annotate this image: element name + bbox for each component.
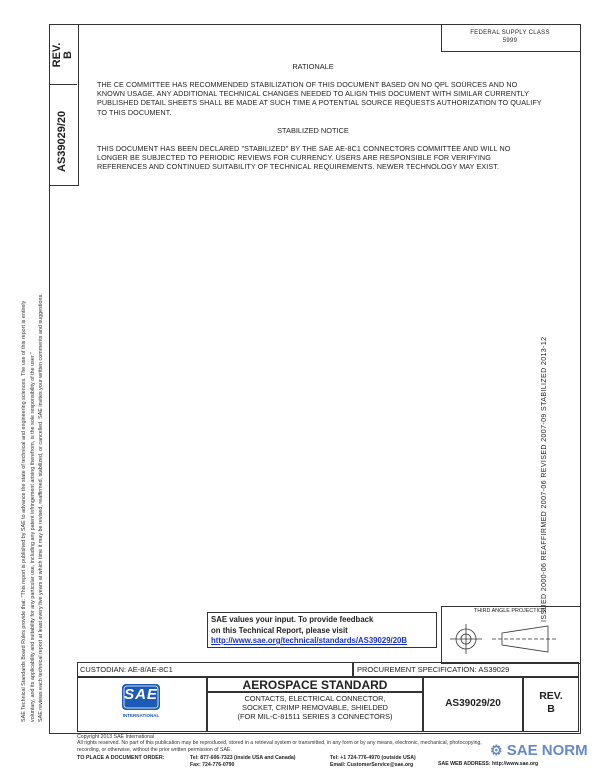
- stabilized-text: THIS DOCUMENT HAS BEEN DECLARED "STABILIZED" BY THE SAE AE-8C1 CONNECTORS COMMITTEE AND WILL NO LONGER BE SUBJECTED TO PERIODIC REVIEWS FOR CURRENCY. USERS ARE RESPONSIBLE FOR VERIFYING REFERENCES AND CONTINUED SUITABILITY OF TECHNICAL REQUIREMENTS. NEWER TECHNOLOGY MAY EXIST.: [97, 144, 511, 172]
- rationale-title: RATIONALE: [292, 62, 334, 71]
- tel-outside: Tel: +1 724-776-4970 (outside USA): [330, 755, 416, 761]
- rev-block: [523, 690, 579, 716]
- federal-line-1: FEDERAL SUPPLY CLASS: [470, 30, 550, 36]
- feedback-line-1: SAE values your input. To provide feedback: [211, 615, 374, 624]
- stabilized-title: STABILIZED NOTICE: [277, 126, 349, 135]
- sae-logo-sub: INTERNATIONAL: [122, 713, 160, 718]
- left-doc-number: AS39029/20: [56, 110, 68, 172]
- feedback-text: [211, 615, 407, 647]
- rights-line-1: All rights reserved. No part of this publication may be reproduced, stored in a retrieval system or transmitted, in any form or by any means, electronic, mechanical, photocopying,: [77, 740, 482, 747]
- feedback-link[interactable]: http://www.sae.org/technical/standards/AS39029/20B: [211, 636, 407, 645]
- standard-title: AEROSPACE STANDARD: [242, 678, 388, 692]
- watermark-text: SAE NORM: [506, 742, 588, 759]
- federal-supply-class: [441, 29, 579, 45]
- copyright: Copyright 2013 SAE International: [77, 734, 154, 740]
- legal-line-3: SAE reviews each technical report at least every five years at which time it may be revised, reaffirmed, stabilized, or cancelled. SAE invites your written comments and suggestions.: [38, 293, 45, 722]
- rights-line-2: recording, or otherwise, without the prior written permission of SAE.: [77, 746, 232, 753]
- order-label: TO PLACE A DOCUMENT ORDER:: [77, 755, 165, 761]
- sae-norm-watermark: [490, 742, 588, 759]
- feedback-line-2: on this Technical Report, please visit: [211, 625, 348, 635]
- desc-line-2: SOCKET, CRIMP REMOVABLE, SHIELDED: [242, 703, 388, 712]
- email: Email: CustomerService@sae.org: [330, 761, 414, 768]
- custodian: CUSTODIAN: AE-8/AE-8C1: [80, 665, 173, 674]
- third-angle-projection-symbol: [446, 618, 566, 658]
- desc-line-1: CONTACTS, ELECTRICAL CONNECTOR,: [244, 694, 386, 703]
- left-rev-box: [52, 30, 74, 80]
- rev-separator: [49, 84, 77, 85]
- order-contact: [330, 755, 416, 768]
- watermark-icon: ⚙: [490, 742, 503, 758]
- web-address: SAE WEB ADDRESS: http://www.sae.org: [438, 761, 539, 767]
- rationale-text: THE CE COMMITTEE HAS RECOMMENDED STABILIZATION OF THIS DOCUMENT BASED ON NO QPL SOURCES AND NO KNOWN USAGE. ANY ADDITIONAL TECHNICAL CHANGES NEEDED TO ALIGN THIS DOCUMENT WITH SIMILAR CURRENTLY PUBLISHED DETAIL SHEETS SHALL BE MADE AT SUCH TIME A POTENTIAL SOURCE REQUESTS AUTHORIZATION TO QUALIFY TO THIS DOCUMENT.: [97, 80, 542, 117]
- desc-line-3: (FOR MIL-C-81511 SERIES 3 CONNECTORS): [237, 712, 393, 721]
- doc-number: AS39029/20: [445, 698, 501, 709]
- fax: Fax: 724-776-0790: [190, 761, 235, 768]
- sae-logo: [122, 684, 160, 722]
- description: [207, 694, 423, 721]
- federal-line-2: 5999: [502, 38, 518, 44]
- left-margin-legal: [20, 293, 46, 722]
- order-phones: [190, 755, 296, 768]
- rev-label: REV.: [539, 690, 563, 702]
- legal-line-2: voluntary, and its applicability and suitability for any particular use, including any patent infringement arising therefrom, is the sole responsibility of the user.": [29, 352, 36, 722]
- rev-value: B: [547, 703, 555, 715]
- left-rev-label: REV.: [51, 42, 63, 68]
- sae-logo-text: SAE: [124, 686, 158, 703]
- projection-title: THIRD ANGLE PROJECTION: [473, 608, 547, 614]
- left-rev-value: B: [62, 51, 74, 59]
- tel-inside: Tel: 877-606-7323 (inside USA and Canada): [190, 755, 296, 761]
- document-dates: ISSUED 2000-06 REAFFIRMED 2007-06 REVISED 2007-09 STABILIZED 2013-12: [541, 336, 548, 622]
- procurement: PROCUREMENT SPECIFICATION: AS39029: [357, 665, 510, 674]
- legal-line-1: SAE Technical Standards Board Rules provide that: "This report is published by SAE to advance the state of technical and engineering sciences. The use of this report is entirely: [21, 300, 27, 722]
